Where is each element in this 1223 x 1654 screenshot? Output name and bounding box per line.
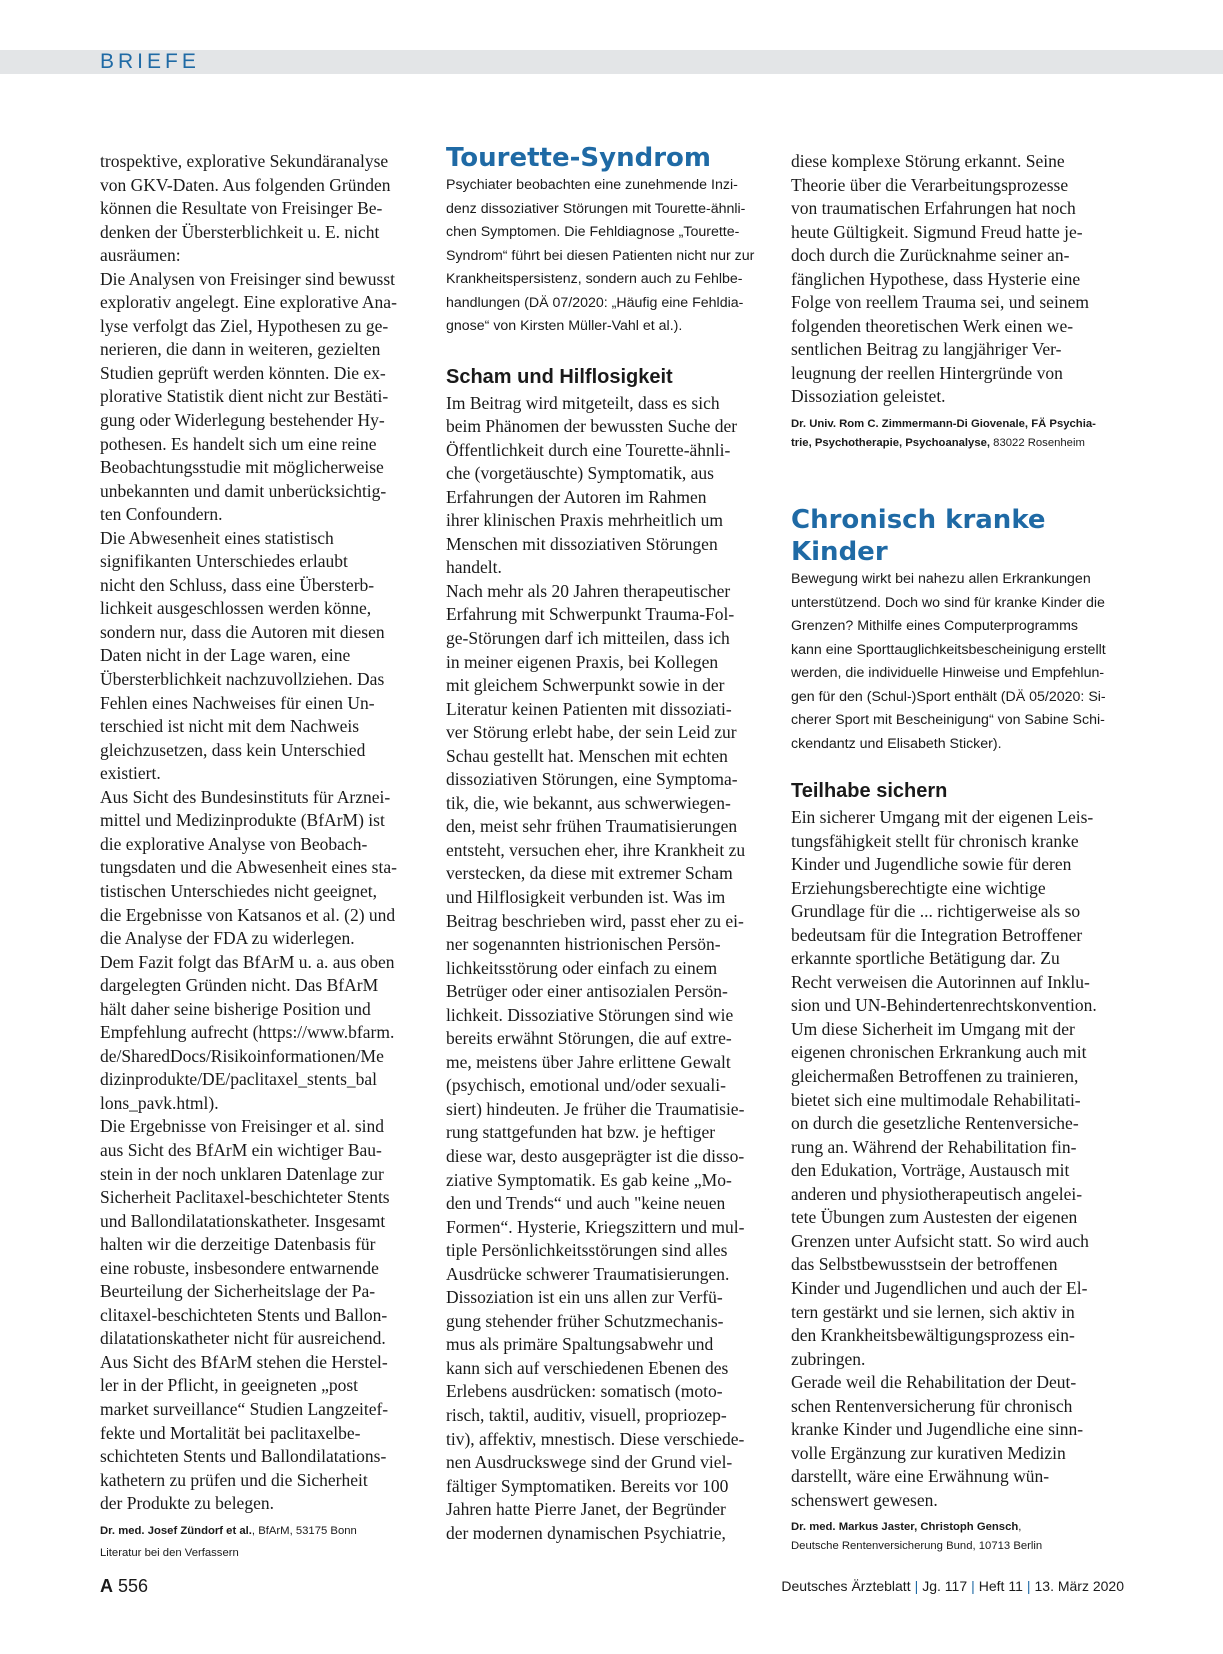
signature-location: 83022 Rosenheim (990, 436, 1085, 449)
signature-name: Dr. med. Josef Zündorf et al. (100, 1524, 252, 1537)
article-teaser-kinder: Bewegung wirkt bei nahezu allen Erkrankungen unterstützend. Doch wo sind für kranke Kinder die Grenzen? Mithilfe eines Computerprogramms kann eine Sporttauglichkeitsbescheinigung erstellt werden, die individuelle Hinweise und Empfehlun- gen für den (Schul-)Sport enthält (DÄ 05/2020: Si- cherer Sport mit Bescheinigung“ von Sabine Schi- ckendantz und Elisabeth Sticker). (791, 571, 1106, 752)
article-teaser-tourette: Psychiater beobachten eine zunehmende Inzi- denz dissoziativer Störungen mit Tourette-ähnli- chen Symptomen. Die Fehldiagnose „Tourette- Syndrom“ führt bei diesen Patienten nicht nur zur Krankheitspersistenz, sondern auch zu Fehlbe- handlungen (DÄ 07/2020: „Häufig eine Fehldia- gnose“ von Kirsten Müller-Vahl et al.). (446, 177, 755, 334)
letter-body-scham: Im Beitrag wird mitgeteilt, dass es sich beim Phänomen der bewussten Suche der Öffentlichkeit durch eine Tourette-ähnli- che (vorgetäuschte) Symptomatik, aus Erfahrungen der Autoren im Rahmen ihrer klinischen Praxis mehrheitlich um Menschen mit dissoziativen Störungen handelt. Nach mehr als 20 Jahren therapeutischer Erfahrung mit Schwerpunkt Trauma-Fol- ge-Störungen darf ich mitteilen, dass ich in meiner eigenen Praxis, bei Kollegen mit gleichem Schwerpunkt sowie in der Literatur keinen Patienten mit dissoziati- ver Störung erlebt habe, der sein Leid zur Schau gestellt hat. Menschen mit echten dissoziativen Störungen, eine Symptoma- tik, die, wie bekannt, aus schwerwiegen- den, meist sehr frühen Traumatisierungen entsteht, versuchen eher, ihre Krankheit zu verstecken, da diese mit extremer Scham und Hilflosigkeit verbunden ist. Was im Beitrag beschrieben wird, passt eher zu ei- ner sogenannten histrionischen Persön- lichkeitsstörung oder einfach zu einem Betrüger oder einer antisozialen Persön- lichkeit. Dissoziative Störungen sind wie bereits erwähnt Störungen, die auf extre- me, meistens über Jahre erlittene Gewalt (psychisch, emotional und/oder sexuali- siert) hindeuten. Je früher die Traumatisie- rung stattgefunden hat bzw. je heftiger diese war, desto ausgeprägter ist die disso- ziative Symptomatik. Es gab keine „Mo- den und Trends“ und auch "keine neuen Formen“. Hysterie, Kriegszittern und mul- tiple Persönlichkeitsstörungen sind alles Ausdrücke schwerer Traumatisierungen. Dissoziation ist ein uns allen zur Verfü- gung stehender früher Schutzmechanis- mus als primäre Spaltungsabwehr und kann sich auf verschiedenen Ebenen des Erlebens ausdrücken: somatisch (moto- risch, taktil, auditiv, visuell, propriozep- tiv), affektiv, mnestisch. Diese verschiede- nen Ausdruckswege sind der Grund viel- fältiger Symptomatiken. Bereits vor 100 Jahren hatte Pierre Janet, der Begründer der modernen dynamischen Psychiatrie, (446, 392, 746, 1543)
journal-date: 13. März 2020 (1034, 1578, 1124, 1594)
journal-issue: Heft 11 (978, 1578, 1023, 1594)
letter-body-continued: trospektive, explorative Sekundäranalyse von GKV-Daten. Aus folgenden Gründen können die Resultate von Freisinger Be- denken der Übersterblichkeit u. E. nicht ausräumen: Die Analysen von Freisinger sind bewusst explorativ angelegt. Eine explorative Ana- lyse verfolgt das Ziel, Hypothesen zu ge- nerieren, die dann in weiteren, gezielten Studien geprüft werden könnten. Die ex- plorative Statistik dient nicht zur Bestäti- gung oder Widerlegung bestehender Hy- pothesen. Es handelt sich um eine reine Beobachtungsstudie mit möglicherweise unbekannten und damit unberücksichtig- ten Confoundern. Die Abwesenheit eines statistisch signifikanten Unterschiedes erlaubt nicht den Schluss, dass eine Übersterb- lichkeit ausgeschlossen werden könne, sondern nur, dass die Autoren mit diesen Daten nicht in der Lage waren, eine Übersterblichkeit nachzuvollziehen. Das Fehlen eines Nachweises für einen Un- terschied ist nicht mit dem Nachweis gleichzusetzen, dass kein Unterschied existiert. Aus Sicht des Bundesinstituts für Arznei- mittel und Medizinprodukte (BfArM) ist die explorative Analyse von Beobach- tungsdaten und die Abwesenheit eines sta- tistischen Unterschiedes nicht geeignet, die Ergebnisse von Katsanos et al. (2) und die Analyse der FDA zu widerlegen. Dem Fazit folgt das BfArM u. a. aus oben dargelegten Gründen nicht. Das BfArM hält daher seine bisherige Position und Empfehlung aufrecht (https://www.bfarm. de/SharedDocs/Risikoinformationen/Me dizinprodukte/DE/paclitaxel_stents_bal lons_pavk.html). Die Ergebnisse von Freisinger et al. sind aus Sicht des BfArM ein wichtiger Bau- stein in der noch unklaren Datenlage zur Sicherheit Paclitaxel-beschichteter Stents und Ballondilatationskatheter. Insgesamt halten wir die derzeitige Datenbasis für eine robuste, insbesondere entwarnende Beurteilung der Sicherheitslage der Pa- clitaxel-beschichteten Stents und Ballon- dilatationskatheter nicht für ausreichend. Aus Sicht des BfArM stehen die Herstel- ler in der Pflicht, in geeigneten „post market surveillance“ Studien Langzeitef- fekte und Mortalität bei paclitaxelbe- schichteten Stents und Ballondilatations- kathetern zu prüfen und die Sicherheit der Produkte zu belegen. (100, 151, 397, 1514)
letter-subhead-teilhabe: Teilhabe sichern (791, 780, 948, 803)
page-footer (100, 1576, 1124, 1600)
separator: | (971, 1578, 975, 1594)
separator: | (1026, 1578, 1031, 1594)
page-number (100, 1576, 148, 1597)
signature-jaster (791, 1518, 1124, 1555)
signature-name: Dr. med. Markus Jaster, Christoph Gensch (791, 1521, 1019, 1534)
column-1 (100, 150, 430, 1562)
letter-body-scham-continued: diese komplexe Störung erkannt. Seine Theorie über die Verarbeitungsprozesse von traumatischen Erfahrungen hat noch heute Gültigkeit. Sigmund Freud hatte je- doch durch die Zurücknahme seiner an- fänglichen Hypothese, dass Hysterie eine Folge von reellem Trauma sei, und seinem folgenden theoretischen Werk einen we- sentlichen Beitrag zu langjähriger Ver- leugnung der reellen Hintergründe von Dissoziation geleistet. (791, 151, 1089, 407)
signature-zuendorf (100, 1522, 430, 1541)
letter-body-teilhabe: Ein sicherer Umgang mit der eigenen Leis- tungsfähigkeit stellt für chronisch kranke Kinder und Jugendliche sowie für deren Erziehungsberechtigte eine wichtige Grundlage für die ... richtigerweise als so bedeutsam für die Integration Betroffener erkannte sportliche Betätigung dar. Zu Recht verweisen die Autorinnen auf Inklu- sion und UN-Behindertenrechtskonvention. Um diese Sicherheit im Umgang mit der eigenen chronischen Erkrankung auch mit gleichermaßen Betroffenen zu trainieren, bietet sich eine multimodale Rehabilitati- on durch die gesetzliche Rentenversiche- rung an. Während der Rehabilitation fin- den Edukation, Vorträge, Austausch mit anderen und physiotherapeutisch angelei- tete Übungen zum Austesten der eigenen Grenzen unter Aufsicht statt. So wird auch das Selbstbewusstsein der betroffenen Kinder und Jugendlichen und auch der El- tern gestärkt und sie lernen, sich aktiv in den Krankheitsbewältigungsprozess ein- zubringen. Gerade weil die Rehabilitation der Deut- schen Rentenversicherung für chronisch kranke Kinder und Jugendliche eine sinn- volle Ergänzung zur kurativen Medizin darstellt, wäre eine Erwähnung wün- schenswert gewesen. (791, 807, 1097, 1510)
literature-note: Literatur bei den Verfassern (100, 1547, 239, 1560)
letter-subhead-scham: Scham und Hilflosigkeit (446, 365, 673, 388)
journal-volume: Jg. 117 (922, 1578, 968, 1594)
journal-info (781, 1578, 1124, 1594)
signature-affiliation: , Deutsche Rentenversicherung Bund, 10713 Berlin (791, 1521, 1043, 1552)
article-title-tourette: Tourette-Syndrom (446, 143, 711, 173)
page-prefix: A (100, 1576, 113, 1596)
signature-zimmermann (791, 415, 1124, 452)
column-2 (446, 142, 774, 1545)
column-3 (791, 150, 1124, 1555)
journal-name: Deutsches Ärzteblatt (781, 1578, 911, 1594)
page-number-value: 556 (118, 1576, 149, 1596)
separator: | (914, 1578, 919, 1594)
signature-affiliation: , BfArM, 53175 Bonn (251, 1524, 357, 1537)
article-title-kinder: Chronisch kranke Kinder (791, 505, 1046, 568)
section-label: BRIEFE (100, 50, 200, 73)
signature-name: Dr. Univ. Rom C. Zimmermann-Di Giovenale, FÄ Psychia- trie, Psychotherapie, Psychoanalyse, (791, 418, 1096, 449)
